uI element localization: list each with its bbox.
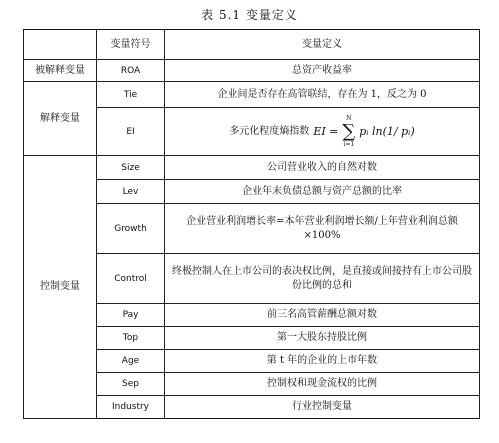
symbol-ei: EI [97,108,165,156]
symbol-control: Control [97,254,165,304]
definition-ei [165,108,480,156]
symbol-pay: Pay [97,304,165,327]
sum-upper-limit: N [346,114,352,122]
formula-rhs: pᵢ ln(1/ pᵢ) [359,124,415,138]
definition-roa: 总资产收益率 [165,60,480,82]
symbol-roa: ROA [97,60,165,82]
formula-lhs: EI = [313,124,339,138]
symbol-growth: Growth [97,204,165,254]
ei-formula [229,115,414,149]
symbol-age: Age [97,350,165,373]
symbol-size: Size [97,156,165,180]
group-control: 控制变量 [24,156,97,419]
table-row [24,82,480,108]
header-symbol: 变量符号 [97,30,165,60]
symbol-lev: Lev [97,180,165,204]
table-header-row [24,30,480,60]
definition-top: 第一大股东持股比例 [165,327,480,350]
definition-lev: 企业年末负债总额与资产总额的比率 [165,180,480,204]
symbol-tie: Tie [97,82,165,108]
header-definition: 变量定义 [165,30,480,60]
definition-size: 公司营业收入的自然对数 [165,156,480,180]
summation-sign [342,115,355,149]
table-row [24,60,480,82]
definition-growth: 企业营业利润增长率=本年营业利润增长额/上年营业利润总额×100% [165,204,480,254]
header-empty-cell [24,30,97,60]
definition-sep: 控制权和现金流权的比例 [165,373,480,396]
ei-description: 多元化程度熵指数 [229,125,310,137]
symbol-sep: Sep [97,373,165,396]
symbol-industry: Industry [97,396,165,419]
group-explained: 被解释变量 [24,60,97,82]
group-explanatory: 解释变量 [24,82,97,156]
sigma-glyph: ∑ [342,120,356,142]
variable-definition-table [23,29,480,419]
definition-pay: 前三名高管薪酬总额对数 [165,304,480,327]
table-caption: 表 5.1 变量定义 [201,8,298,22]
table-row [24,156,480,180]
definition-age: 第 t 年的企业的上市年数 [165,350,480,373]
symbol-top: Top [97,327,165,350]
definition-tie: 企业间是否存在高管联结，存在为 1，反之为 0 [165,82,480,108]
definition-control: 终极控制人在上市公司的表决权比例，是直接或间接持有上市公司股份比例的总和 [165,254,480,304]
definition-industry: 行业控制变量 [165,396,480,419]
sum-lower-limit: i=1 [343,140,355,148]
